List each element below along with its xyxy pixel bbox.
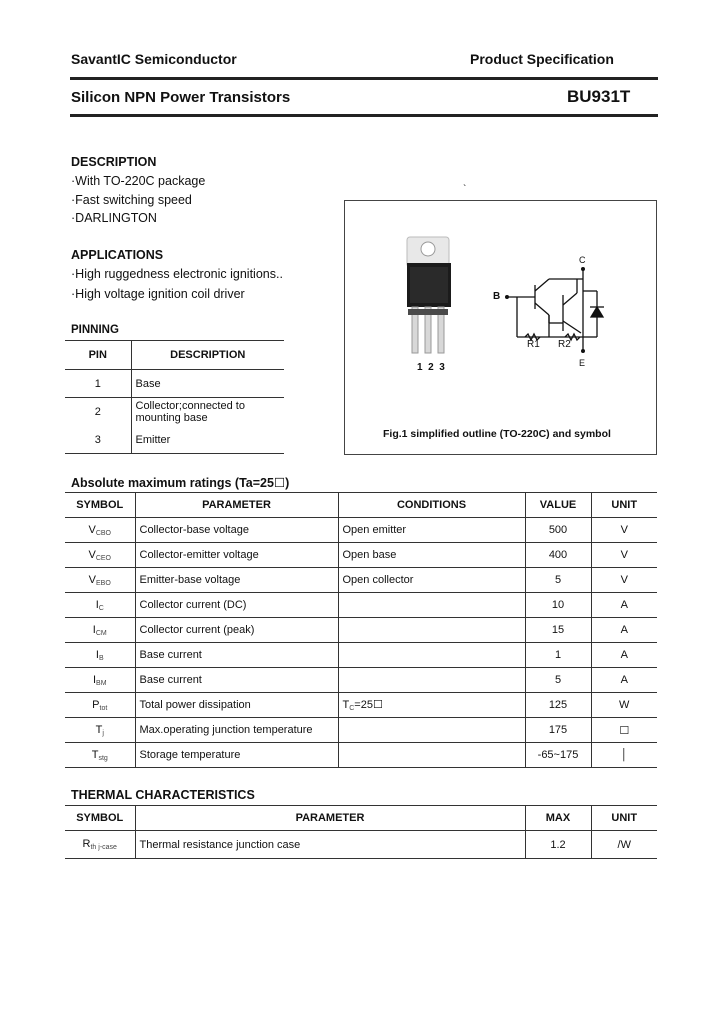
ratings-row [65,618,657,643]
rating-condition [338,593,525,618]
pinning-title: PINNING [71,324,119,336]
pin-description-header: DESCRIPTION [131,341,284,370]
description-item: ·With TO-220C package [71,174,206,188]
rating-unit: │ [591,743,657,768]
ratings-row [65,568,657,593]
rating-condition: Open collector [338,568,525,593]
rating-unit: A [591,643,657,668]
rating-value: 5 [525,668,591,693]
ratings-row [65,593,657,618]
r1-label: R1 [527,339,540,350]
description-item: ·Fast switching speed [71,193,192,207]
description-item: ·DARLINGTON [71,211,157,225]
part-number: BU931T [567,87,631,106]
applications-title: APPLICATIONS [71,248,164,262]
figure-caption: Fig.1 simplified outline (TO-220C) and symbol [383,428,611,440]
rating-unit: W [591,693,657,718]
pin-number: 2 [65,398,131,427]
ratings-row [65,668,657,693]
rating-symbol: $I_{BM}$ [65,668,135,693]
rating-symbol: $T_j$ [65,718,135,743]
company-name: SavantIC Semiconductor [71,51,237,67]
pin-number: 3 [94,433,101,446]
rating-value: 15 [525,618,591,643]
rating-parameter: Collector current (peak) [135,618,338,643]
header-rule-bottom [70,114,658,117]
pinning-table [65,340,284,454]
rating-parameter: Collector-emitter voltage [135,543,338,568]
ratings-row [65,743,657,768]
thermal-unit-header: UNIT [591,806,657,831]
unit-header: UNIT [591,493,657,518]
rating-symbol: $V_{CBO}$ [65,518,135,543]
rating-symbol: $V_{EBO}$ [65,568,135,593]
emitter-node-icon [581,349,585,353]
package-and-symbol-drawing [345,201,658,456]
thermal-unit: /W [591,831,657,859]
rating-unit: A [591,618,657,643]
rating-parameter: Base current [135,668,338,693]
rating-condition [338,643,525,668]
thermal-max-header: MAX [525,806,591,831]
thermal-title: THERMAL CHARACTERISTICS [71,788,255,802]
ratings-title: Absolute maximum ratings (Ta=25☐) [71,476,290,490]
rating-symbol: $P_{tot}$ [65,693,135,718]
ratings-row [65,518,657,543]
rating-unit: A [591,593,657,618]
rating-value: 400 [525,543,591,568]
rating-symbol: $I_C$ [65,593,135,618]
emitter-label: E [579,358,586,368]
ratings-row [65,718,657,743]
rating-condition [338,618,525,643]
rating-parameter: Collector current (DC) [135,593,338,618]
ratings-row [65,693,657,718]
rating-symbol: $V_{CEO}$ [65,543,135,568]
rating-symbol: $I_{CM}$ [65,618,135,643]
rating-condition [338,743,525,768]
ratings-row [65,543,657,568]
header-rule-top [70,77,658,80]
rating-parameter: Storage temperature [135,743,338,768]
collector-label: C [579,255,586,265]
pin-description: Base [131,370,284,398]
rating-parameter: Base current [135,643,338,668]
rating-unit: ☐ [591,718,657,743]
application-item: ·High ruggedness electronic ignitions.. [71,267,283,281]
rating-parameter: Emitter-base voltage [135,568,338,593]
rating-parameter: Total power dissipation [135,693,338,718]
base-node-icon [505,295,509,299]
thermal-table [65,805,657,859]
doc-type: Product Specification [470,51,614,67]
rating-symbol: $I_B$ [65,643,135,668]
rating-value: 1 [525,643,591,668]
ratings-row [65,643,657,668]
to220-package-icon [407,237,451,353]
application-item: ·High voltage ignition coil driver [71,287,245,301]
rating-value: 175 [525,718,591,743]
pin-description: Emitter [131,427,284,454]
parameter-header: PARAMETER [135,493,338,518]
stray-mark: ` [463,184,467,195]
rating-unit: V [591,518,657,543]
rating-unit: A [591,668,657,693]
rating-symbol: $T_{stg}$ [65,743,135,768]
thermal-parameter-header: PARAMETER [135,806,525,831]
rating-condition [338,668,525,693]
rating-value: 125 [525,693,591,718]
symbol-header: SYMBOL [65,493,135,518]
rating-unit: V [591,543,657,568]
r2-label: R2 [558,339,571,350]
darlington-symbol [507,269,604,351]
product-line: Silicon NPN Power Transistors [71,89,291,106]
rating-parameter: Collector-base voltage [135,518,338,543]
collector-node-icon [581,267,585,271]
rating-condition [338,718,525,743]
ratings-table [65,492,657,768]
pin-numbers: 1 2 3 [417,362,445,373]
pin-description: Collector;connected to mounting base [131,398,284,427]
rating-value: 500 [525,518,591,543]
thermal-max: 1.2 [525,831,591,859]
conditions-header: CONDITIONS [338,493,525,518]
rating-value: 10 [525,593,591,618]
description-title: DESCRIPTION [71,155,157,169]
rating-condition: Open base [338,543,525,568]
thermal-symbol: $R_{th j-case}$ [65,831,135,859]
rating-value: 5 [525,568,591,593]
rating-condition: Open emitter [338,518,525,543]
pin-number: 1 [65,370,131,398]
base-label: B [493,291,501,302]
rating-parameter: Max.operating junction temperature [135,718,338,743]
rating-value: -65~175 [525,743,591,768]
thermal-parameter: Thermal resistance junction case [135,831,525,859]
figure-box [344,200,657,455]
value-header: VALUE [525,493,591,518]
thermal-symbol-header: SYMBOL [65,806,135,831]
pin-header: PIN [65,341,131,370]
rating-condition: $T_C=25☐$ [338,693,525,718]
rating-unit: V [591,568,657,593]
